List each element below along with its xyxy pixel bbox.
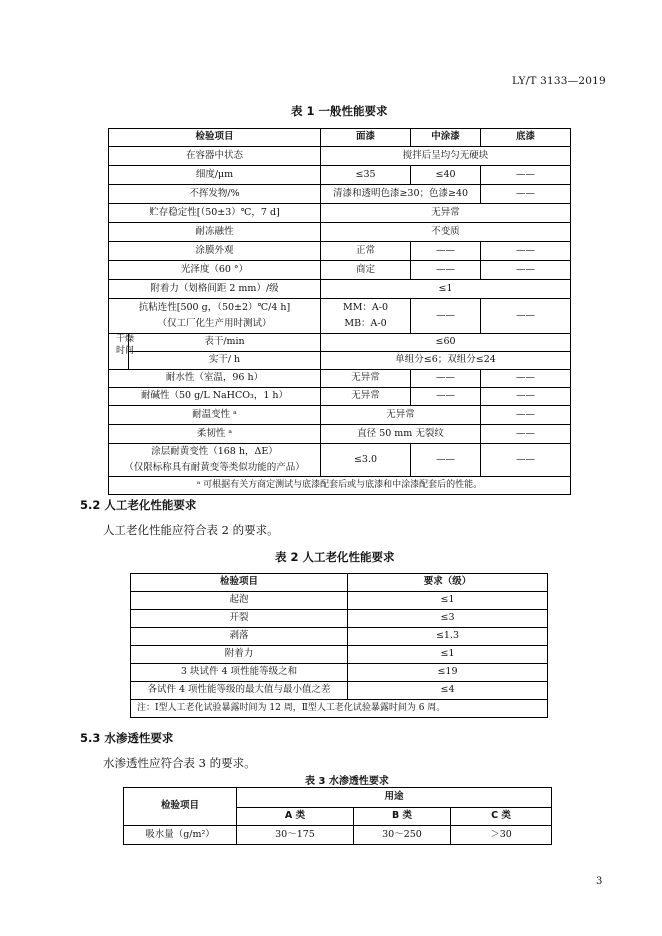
section-5-2-paragraph: 人工老化性能应符合表 2 的要求。 (103, 523, 279, 537)
table1-value: 正常 (321, 242, 411, 261)
table1-item: 附着力（划格间距 2 mm）/级 (109, 280, 321, 299)
table3-class-b: B 类 (354, 808, 451, 826)
table1-value: 无异常 (321, 406, 481, 425)
table1-value: —— (481, 444, 571, 477)
table-row (131, 664, 548, 682)
table1-value: ≤40 (411, 166, 481, 185)
table1-item: 耐水性（室温，96 h） (109, 370, 321, 388)
table-row (109, 261, 571, 280)
table2-header-item: 检验项目 (131, 574, 348, 592)
table-row (109, 406, 571, 425)
table1-item: 细度/μm (109, 166, 321, 185)
table1-item (109, 444, 321, 477)
table1-item: 表干/min (129, 334, 321, 352)
table1-item: 耐碱性（50 g/L NaHCO₃，1 h） (109, 388, 321, 406)
table1-header-primer: 底漆 (481, 129, 571, 147)
table1-value: 无异常 (321, 370, 411, 388)
table3-header-use: 用途 (237, 788, 552, 808)
table1-value: ≤35 (321, 166, 411, 185)
table1-item-line2: （仅工厂化生产用时测试） (157, 318, 272, 329)
table2-req: ≤4 (348, 682, 548, 700)
table2-item: 开裂 (131, 610, 348, 628)
section-5-3-paragraph: 水渗透性应符合表 3 的要求。 (103, 756, 256, 770)
table1-value: —— (481, 185, 571, 204)
table1-value: 清漆和透明色漆≥30；色漆≥40 (321, 185, 481, 204)
page-number: 3 (596, 876, 603, 887)
table1-value: —— (481, 166, 571, 185)
table1-item: 耐冻融性 (109, 223, 321, 242)
table-row (131, 592, 548, 610)
table2-req: ≤1.3 (348, 628, 548, 646)
table1-header-row (109, 129, 571, 147)
table1-value: —— (481, 261, 571, 280)
table1-value: 不变质 (321, 223, 571, 242)
table2-caption: 表 2 人工老化性能要求 (275, 550, 395, 564)
table-row (109, 280, 571, 299)
table-row (109, 425, 571, 444)
table3-value-a: 30～175 (237, 826, 354, 845)
table-row (109, 388, 571, 406)
table3-header-item: 检验项目 (124, 788, 237, 826)
table-row (109, 166, 571, 185)
table1-footnote-row (109, 477, 571, 495)
table-row (109, 147, 571, 166)
table1-value: ≤3.0 (321, 444, 411, 477)
table2-req: ≤19 (348, 664, 548, 682)
table1-value: —— (411, 388, 481, 406)
table2-note-row (131, 700, 548, 718)
table1-header-item: 检验项目 (109, 129, 321, 147)
table1-value: ≤60 (321, 334, 571, 352)
table1-item: 柔韧性 ᵃ (109, 425, 321, 444)
table2-item: 起泡 (131, 592, 348, 610)
table1-value: 无异常 (321, 388, 411, 406)
table1-item: 在容器中状态 (109, 147, 321, 166)
table1-item: 实干/ h (129, 352, 321, 370)
table1-value: ≤1 (321, 280, 571, 299)
table1-item (109, 299, 321, 334)
table1-item: 耐温变性 ᵃ (109, 406, 321, 425)
table1-value: —— (411, 370, 481, 388)
table-row (109, 223, 571, 242)
section-5-2-title: 5.2 人工老化性能要求 (80, 498, 197, 512)
table1-value: —— (481, 370, 571, 388)
table1-header-midcoat: 中涂漆 (411, 129, 481, 147)
table1-value: —— (411, 444, 481, 477)
table1-item-line1: 抗粘连性[500 g，（50±2）℃/4 h] (138, 302, 291, 313)
table1-value: —— (481, 388, 571, 406)
table1-general-performance (108, 128, 571, 495)
table1-value: 单组分≤6；双组分≤24 (321, 352, 571, 370)
table-row (131, 628, 548, 646)
table2-req: ≤1 (348, 646, 548, 664)
table3-item: 吸水量（g/m²） (124, 826, 237, 845)
table3-class-a: A 类 (237, 808, 354, 826)
table2-item: 3 块试件 4 项性能等级之和 (131, 664, 348, 682)
table1-value: —— (411, 242, 481, 261)
table1-value: —— (481, 242, 571, 261)
table1-item: 不挥发物/% (109, 185, 321, 204)
table2-note: 注：Ⅰ型人工老化试验暴露时间为 12 周，Ⅱ型人工老化试验暴露时间为 6 周。 (131, 700, 548, 718)
table1-item-line1: 涂层耐黄变性（168 h，ΔE） (151, 446, 278, 457)
table2-item: 剥落 (131, 628, 348, 646)
table1-item: 贮存稳定性[（50±3）℃，7 d] (109, 204, 321, 223)
table1-value: 搅拌后呈均匀无硬块 (321, 147, 571, 166)
table1-value: 无异常 (321, 204, 571, 223)
table-row (109, 444, 571, 477)
table1-value: —— (481, 299, 571, 334)
table1-caption: 表 1 一般性能要求 (291, 104, 388, 118)
table3-caption: 表 3 水渗透性要求 (305, 776, 389, 787)
standard-number: LY/T 3133—2019 (512, 75, 606, 87)
table1-item: 涂膜外观 (109, 242, 321, 261)
table-row (109, 370, 571, 388)
table1-item: 光泽度（60 °） (109, 261, 321, 280)
table1-value: —— (481, 425, 571, 444)
table3-header-row (124, 788, 552, 808)
table-row (131, 610, 548, 628)
table1-header-topcoat: 面漆 (321, 129, 411, 147)
table-row (109, 204, 571, 223)
table1-value-line1: MM：A-0 (342, 302, 389, 313)
table-row (109, 185, 571, 204)
table1-item-line2: （仅限标称具有耐黄变等类似功能的产品） (124, 462, 305, 473)
table3-water-permeability (123, 787, 552, 845)
table1-value: —— (411, 299, 481, 334)
table2-req: ≤3 (348, 610, 548, 628)
table1-value (321, 299, 411, 334)
table1-footnote: ᵃ 可根据有关方商定测试与底漆配套后或与底漆和中涂漆配套后的性能。 (109, 477, 571, 495)
table-row (109, 242, 571, 261)
table2-req: ≤1 (348, 592, 548, 610)
table2-item: 附着力 (131, 646, 348, 664)
table-row (124, 826, 552, 845)
table1-value: —— (411, 261, 481, 280)
table3-value-c: ＞30 (451, 826, 552, 845)
table3-class-c: C 类 (451, 808, 552, 826)
table2-header-row (131, 574, 548, 592)
table-row (109, 299, 571, 334)
table1-value: 直径 50 mm 无裂纹 (321, 425, 481, 444)
table1-value-line2: MB：A-0 (344, 318, 387, 329)
table2-header-requirement: 要求（级） (348, 574, 548, 592)
table-row (131, 646, 548, 664)
table2-artificial-aging (130, 573, 548, 718)
table1-value: —— (481, 406, 571, 425)
table-row (131, 682, 548, 700)
table1-group-drying-label: 干燥时间 (115, 334, 134, 356)
table-row (109, 334, 571, 352)
table2-item: 各试件 4 项性能等级的最大值与最小值之差 (131, 682, 348, 700)
table3-value-b: 30～250 (354, 826, 451, 845)
table1-value: 商定 (321, 261, 411, 280)
table-row (109, 352, 571, 370)
section-5-3-title: 5.3 水渗透性要求 (80, 731, 174, 745)
